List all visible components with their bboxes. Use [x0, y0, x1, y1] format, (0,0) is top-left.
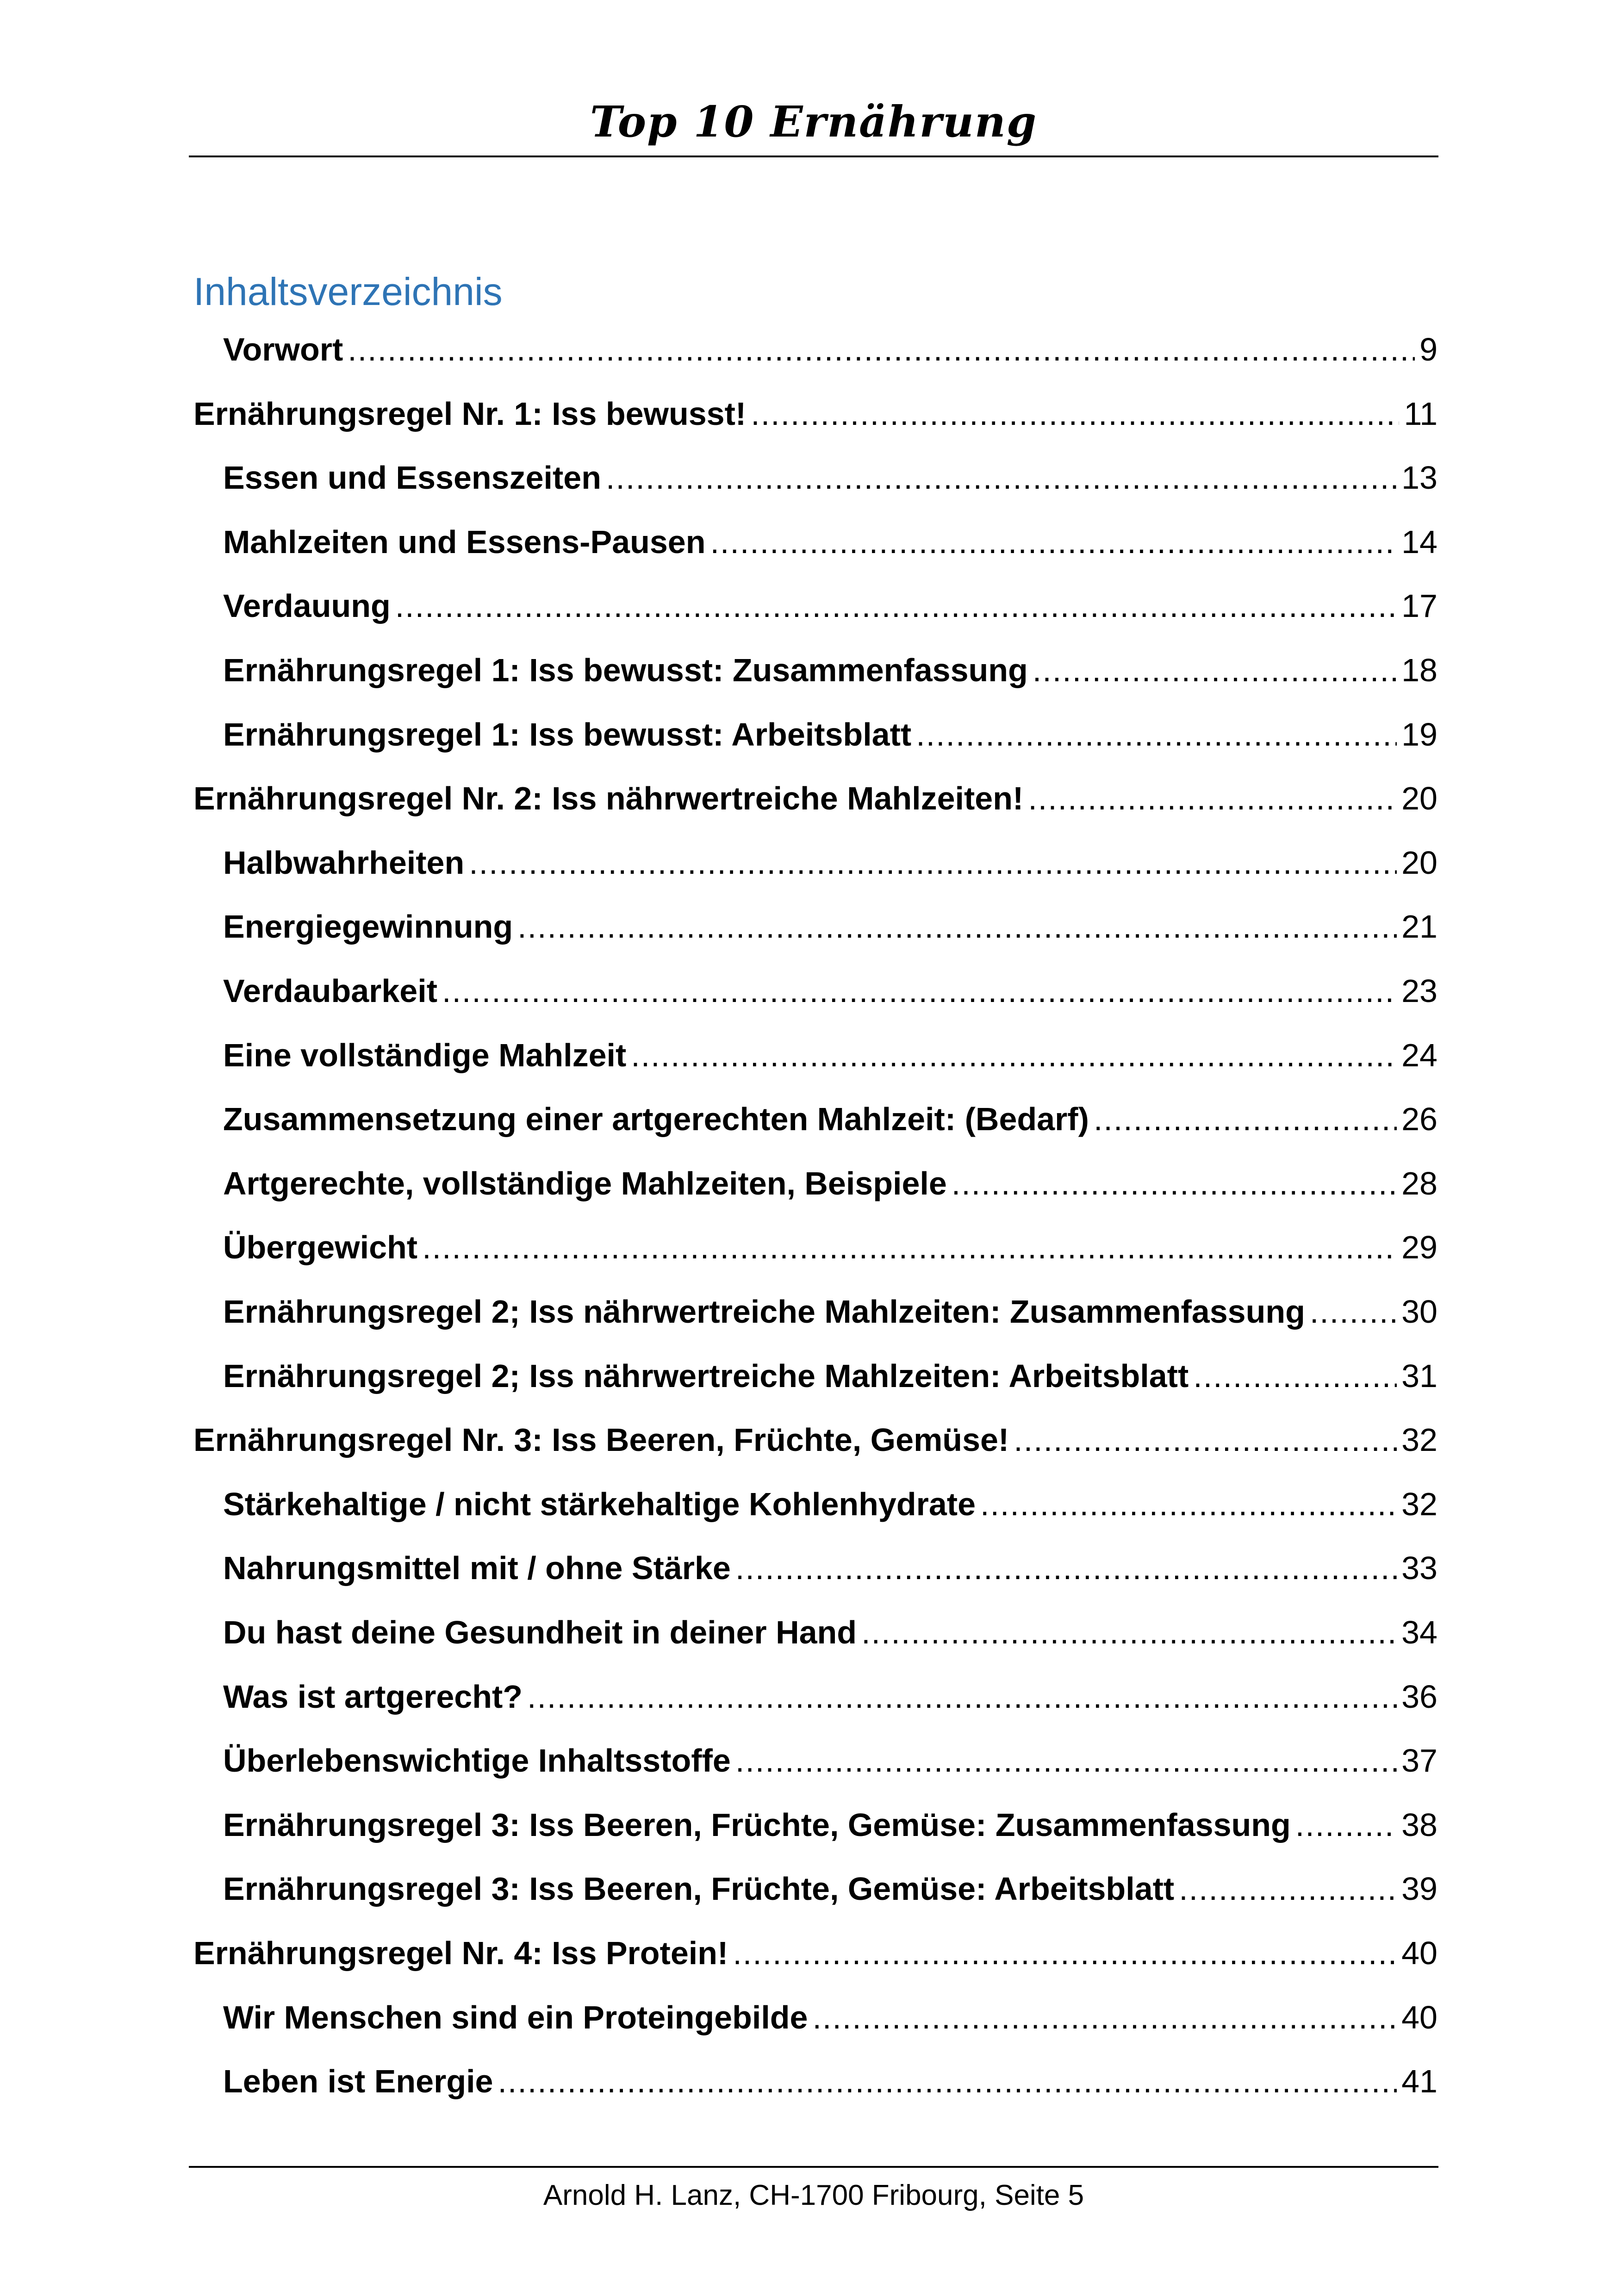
toc-entry[interactable]: [193, 1414, 1438, 1465]
toc-entry-title: Was ist artgerecht?: [223, 1678, 523, 1715]
toc-entry[interactable]: [193, 773, 1438, 824]
toc-entry[interactable]: [223, 1863, 1438, 1914]
toc-dot-leader: [710, 516, 1397, 567]
toc-entry-page-number: 29: [1401, 1229, 1438, 1266]
toc-dot-leader: [861, 1607, 1397, 1658]
toc-dot-leader: [735, 1543, 1397, 1593]
toc-entry-title: Ernährungsregel Nr. 4: Iss Protein!: [193, 1935, 728, 1971]
toc-dot-leader: [606, 452, 1397, 503]
toc-entry-page-number: 17: [1401, 588, 1438, 624]
toc-dot-leader: [1295, 1799, 1397, 1850]
toc-entry-page-number: 39: [1401, 1871, 1438, 1907]
toc-dot-leader: [1179, 1863, 1397, 1914]
toc-entry[interactable]: [223, 965, 1438, 1016]
page-header: [189, 88, 1438, 157]
toc-dot-leader: [1193, 1350, 1397, 1401]
toc-entry-title: Übergewicht: [223, 1229, 418, 1266]
toc-entry-title: Ernährungsregel 1: Iss bewusst: Arbeitsblatt: [223, 716, 912, 753]
toc-dot-leader: [442, 965, 1397, 1016]
toc-entry-title: Ernährungsregel 3: Iss Beeren, Früchte, Gemüse: Zusammenfassung: [223, 1806, 1291, 1843]
toc-entry[interactable]: [223, 324, 1438, 375]
toc-entry-title: Nahrungsmittel mit / ohne Stärke: [223, 1550, 731, 1587]
toc-entry-title: Leben ist Energie: [223, 2063, 493, 2100]
toc-heading: Inhaltsverzeichnis: [193, 270, 503, 313]
toc-entry-title: Energiegewinnung: [223, 908, 513, 945]
toc-entry[interactable]: [223, 1030, 1438, 1081]
toc-entry[interactable]: [223, 1222, 1438, 1273]
toc-entry-title: Ernährungsregel Nr. 1: Iss bewusst!: [193, 395, 747, 432]
toc-entry-page-number: 32: [1401, 1422, 1438, 1458]
toc-entry[interactable]: [223, 516, 1438, 567]
toc-dot-leader: [1014, 1414, 1397, 1465]
toc-dot-leader: [469, 837, 1397, 888]
toc-dot-leader: [631, 1030, 1397, 1081]
footer-text: Arnold H. Lanz, CH-1700 Fribourg, Seite 5: [543, 2179, 1084, 2211]
toc-dot-leader: [498, 2056, 1397, 2107]
toc-entry-page-number: 20: [1401, 780, 1438, 817]
toc-dot-leader: [517, 901, 1397, 952]
toc-entry-title: Essen und Essenszeiten: [223, 460, 601, 496]
toc-entry-page-number: 13: [1401, 460, 1438, 496]
toc-entry[interactable]: [223, 645, 1438, 696]
toc-entry-page-number: 40: [1401, 1999, 1438, 2035]
toc-entry[interactable]: [223, 1350, 1438, 1401]
toc-entry[interactable]: [223, 1158, 1438, 1209]
toc-entry[interactable]: [193, 388, 1438, 439]
toc-entry-title: Ernährungsregel 1: Iss bewusst: Zusammenfassung: [223, 652, 1028, 688]
toc-entry-title: Du hast deine Gesundheit in deiner Hand: [223, 1614, 857, 1650]
toc-entry-title: Mahlzeiten und Essens-Pausen: [223, 523, 706, 560]
toc-entry-title: Vorwort: [223, 331, 343, 367]
toc-entry[interactable]: [223, 580, 1438, 631]
header-title: Top 10 Ernährung: [590, 97, 1038, 147]
toc-entry-title: Ernährungsregel Nr. 2: Iss nährwertreiche Mahlzeiten!: [193, 780, 1024, 817]
toc-entry-page-number: 19: [1401, 716, 1438, 753]
toc-entry-title: Eine vollständige Mahlzeit: [223, 1037, 627, 1073]
toc-entry-title: Zusammensetzung einer artgerechten Mahlzeit: (Bedarf): [223, 1101, 1089, 1138]
toc-entry-page-number: 32: [1401, 1486, 1438, 1522]
toc-dot-leader: [422, 1222, 1397, 1273]
toc-entry-page-number: 41: [1401, 2063, 1438, 2100]
toc-entry-page-number: 14: [1401, 523, 1438, 560]
toc-entry[interactable]: [223, 452, 1438, 503]
toc-entry-title: Verdauung: [223, 588, 391, 624]
toc-entry[interactable]: [223, 1671, 1438, 1722]
toc-dot-leader: [980, 1479, 1397, 1530]
toc-dot-leader: [733, 1928, 1397, 1979]
toc-entry-title: Wir Menschen sind ein Proteingebilde: [223, 1999, 808, 2035]
toc-dot-leader: [527, 1671, 1397, 1722]
toc-entry-title: Überlebenswichtige Inhaltsstoffe: [223, 1742, 731, 1779]
toc-entry-page-number: 28: [1401, 1165, 1438, 1201]
page-footer: [189, 2166, 1438, 2214]
toc-entry-title: Ernährungsregel 2; Iss nährwertreiche Mahlzeiten: Zusammenfassung: [223, 1294, 1305, 1330]
toc-entry-page-number: 11: [1404, 395, 1438, 432]
toc-entry-page-number: 33: [1401, 1550, 1438, 1587]
toc-dot-leader: [735, 1735, 1397, 1786]
toc-dot-leader: [1033, 645, 1397, 696]
toc-entry-title: Ernährungsregel Nr. 3: Iss Beeren, Früchte, Gemüse!: [193, 1422, 1009, 1458]
toc-entry-page-number: 34: [1401, 1614, 1438, 1650]
toc-dot-leader: [952, 1158, 1397, 1209]
toc-entry-page-number: 40: [1401, 1935, 1438, 1971]
toc-entry-page-number: 37: [1401, 1742, 1438, 1779]
toc-entry-page-number: 31: [1401, 1357, 1438, 1394]
toc-entry[interactable]: [223, 1992, 1438, 2043]
toc-entry-page-number: 30: [1401, 1294, 1438, 1330]
toc-entry-page-number: 23: [1401, 973, 1438, 1009]
toc-entry[interactable]: [223, 1799, 1438, 1850]
toc-entry[interactable]: [223, 1479, 1438, 1530]
toc-dot-leader: [1310, 1286, 1397, 1337]
toc-entry[interactable]: [223, 709, 1438, 760]
toc-dot-leader: [348, 324, 1415, 375]
toc-entry-page-number: 24: [1401, 1037, 1438, 1073]
toc-entry-title: Stärkehaltige / nicht stärkehaltige Kohlenhydrate: [223, 1486, 976, 1522]
toc-entry[interactable]: [223, 1094, 1438, 1145]
toc-entry[interactable]: [223, 1607, 1438, 1658]
toc-entry-title: Ernährungsregel 2; Iss nährwertreiche Mahlzeiten: Arbeitsblatt: [223, 1357, 1189, 1394]
toc-entry-page-number: 21: [1401, 908, 1438, 945]
toc-entry-title: Halbwahrheiten: [223, 844, 465, 881]
toc-entry-page-number: 38: [1401, 1806, 1438, 1843]
toc-entry-title: Verdaubarkeit: [223, 973, 437, 1009]
toc-entry-page-number: 9: [1419, 331, 1438, 367]
toc-dot-leader: [395, 580, 1397, 631]
toc-dot-leader: [1094, 1094, 1397, 1145]
toc-entry-page-number: 26: [1401, 1101, 1438, 1138]
toc-entry[interactable]: [223, 837, 1438, 888]
toc-dot-leader: [1028, 773, 1397, 824]
toc-entry-title: Ernährungsregel 3: Iss Beeren, Früchte, Gemüse: Arbeitsblatt: [223, 1871, 1175, 1907]
toc-entry[interactable]: [223, 2056, 1438, 2107]
toc-entry-title: Artgerechte, vollständige Mahlzeiten, Beispiele: [223, 1165, 947, 1201]
toc-entry[interactable]: [223, 1286, 1438, 1337]
toc-entry[interactable]: [223, 1735, 1438, 1786]
toc-entry[interactable]: [193, 1928, 1438, 1979]
toc-dot-leader: [751, 388, 1399, 439]
toc-entry-page-number: 20: [1401, 844, 1438, 881]
toc-dot-leader: [812, 1992, 1397, 2043]
toc-entry[interactable]: [223, 901, 1438, 952]
toc-entry-page-number: 18: [1401, 652, 1438, 688]
toc-dot-leader: [916, 709, 1397, 760]
toc-entry[interactable]: [223, 1543, 1438, 1593]
toc-entry-page-number: 36: [1401, 1678, 1438, 1715]
